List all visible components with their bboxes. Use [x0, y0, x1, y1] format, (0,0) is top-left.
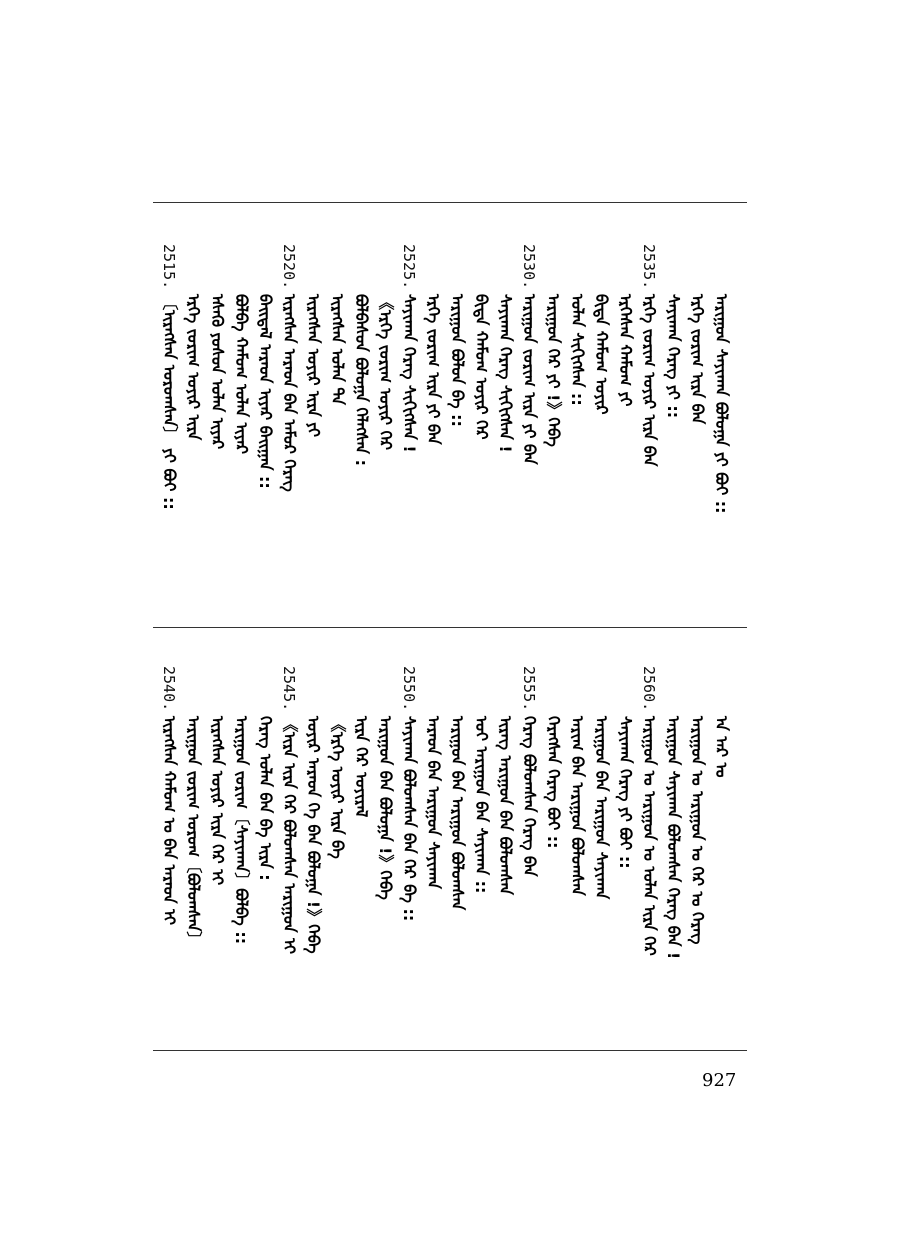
verse-line — [302, 244, 324, 619]
middle-rule — [153, 627, 747, 628]
line-text: 〔ᠢᠷᠡᠭᠰᠡᠨ ᠤᠷᠤᠭᠰᠠᠨ〕 ᠶᠢ ᠪᠤᠢ :: — [160, 294, 179, 510]
line-text: 《ᠡᠷᠬᠡ ᠣᠶᠢᠷ ᠢᠷᠡ ᠪᠠ — [328, 716, 347, 859]
verse-line — [638, 244, 660, 619]
line-number: 2520. — [280, 244, 298, 290]
verse-line — [182, 666, 204, 1041]
verse-line — [254, 666, 276, 1041]
verse-line — [398, 244, 420, 619]
verse-line — [230, 666, 252, 1041]
line-number: 2555. — [520, 666, 538, 712]
verse-line — [638, 666, 660, 1041]
line-text: ᠠᠷᠠᠳ ᠪᠠᠨ ᠠᠷᠢᠭᠤᠨ ᠰᠠᠶᠢᠬᠠᠨ — [424, 716, 443, 889]
verse-line — [686, 244, 708, 619]
line-text: ᠡᠷᠬᠡ ᠵᠣᠷᠢᠭ ᠢᠷᠡ ᠪᠠᠨ — [688, 294, 707, 425]
verse-line — [566, 244, 588, 619]
line-text: ᠪᠣᠯᠪᠠᠰᠤᠨ ᠪᠣᠯᠤᠭᠠ ᠬᠡᠯᠡᠭᠰᠡᠨ : — [352, 294, 371, 466]
verse-line — [278, 666, 300, 1041]
line-text: ᠠᠷᠢᠭᠤᠨ ᠪᠠᠨ ᠪᠣᠯᠤᠭᠠ !》ᠭᠡᠪᠡ — [376, 716, 395, 900]
verse-line — [422, 666, 444, 1041]
verse-line — [710, 244, 732, 619]
verse-line — [254, 244, 276, 619]
line-text: ᠢᠷᠡᠭᠰᠡᠨ ᠬᠠᠮᠤᠭ ᠤ ᠪᠠᠨ ᠠᠷᠠᠳ ᠢ — [160, 716, 179, 925]
line-text: ᠠᠷᠢᠭᠤᠨ ᠵᠣᠷᠢᠭ ᠢᠷᠡ ᠶᠢ ᠪᠠᠨ — [520, 294, 539, 465]
line-text: ᠠᠷᠢᠭᠤᠨ ᠬᠡᠷ ᠶᠢ !》ᠭᠡᠪᠡ — [544, 294, 563, 447]
line-text: ᠣᠯᠠᠨ ᠰᠢᠬᠢᠭᠰᠡᠨ :: — [568, 294, 587, 406]
line-text: ᠠᠷᠢᠭ ᠪᠠᠨ ᠠᠷᠢᠭᠤᠨ ᠪᠣᠯᠤᠭᠰᠠᠨ — [568, 716, 587, 896]
verse-line — [470, 244, 492, 619]
verse-line — [518, 666, 540, 1041]
verse-line — [470, 666, 492, 1041]
verse-line — [230, 244, 252, 619]
lower-text-block — [150, 666, 750, 1041]
top-rule — [153, 202, 747, 203]
line-text: ᠠᠷᠢᠭᠤᠨ ᠤ ᠠᠷᠢᠭᠤᠨ ᠤ ᠣᠯᠠᠨ ᠢᠷᠡ ᠬᠡᠷ — [640, 716, 659, 956]
line-text: ᠰᠠᠶᠢᠬᠠᠨ ᠬᠡᠷᠡᠭ ᠶᠢ :: — [664, 294, 683, 419]
verse-line — [518, 244, 540, 619]
line-text: ᠣᠶ ᠠᠷᠢᠭᠤᠨ ᠪᠠᠨ ᠰᠠᠶᠢᠬᠠᠨ :: — [472, 716, 491, 894]
verse-line — [182, 244, 204, 619]
line-text: ᠠᠷᠢᠭᠤᠨ ᠰᠠᠶᠢᠬᠠᠨ ᠪᠣᠯᠤᠭᠰᠠᠨ ᠬᠡᠷᠡᠭ ᠪᠠᠨ ! — [664, 716, 683, 960]
line-text: ᠠᠷᠢᠭᠤᠨ ᠵᠣᠷᠢᠭ ᠤᠷᠤᠭ〔ᠪᠣᠯᠤᠭᠰᠠᠨ〕 — [184, 716, 203, 948]
line-number: 2550. — [400, 666, 418, 712]
verse-line — [398, 666, 420, 1041]
verse-line — [542, 244, 564, 619]
line-text: ᠪᠢᠳᠡ ᠬᠠᠮᠤᠭ ᠣᠶᠢᠷ — [592, 294, 611, 415]
verse-line — [662, 244, 684, 619]
verse-line — [590, 244, 612, 619]
line-number: 2525. — [400, 244, 418, 290]
line-text: ᠰᠠᠶᠢᠬᠠᠨ ᠬᠡᠷᠡᠭ ᠶᠢ ᠪᠤᠢ :: — [616, 716, 635, 869]
line-text: ᠢᠷᠡ ᠬᠡᠷ ᠣᠶᠢᠷᠠᠯ — [352, 716, 371, 818]
verse-line — [302, 666, 324, 1041]
line-text: ᠰᠠᠶᠢᠬᠠᠨ ᠬᠡᠷᠡᠭ ᠰᠢᠬᠢᠭᠰᠡᠨ ! — [400, 294, 419, 453]
line-text: ᠡᠷᠬᠡ ᠵᠣᠷᠢᠭ ᠣᠶᠢᠷ ᠢᠷᠡ ᠪᠠᠨ — [640, 294, 659, 467]
verse-line — [422, 244, 444, 619]
upper-text-block — [150, 244, 750, 619]
line-text: ᠪᠢᠳᠡ ᠬᠠᠮᠤᠭ ᠣᠶᠢᠷ ᠬᠡᠷ — [472, 294, 491, 440]
verse-line — [446, 666, 468, 1041]
verse-line — [158, 666, 180, 1041]
line-text: ᠰᠠᠶᠢᠬᠠᠨ ᠬᠡᠷᠡᠭ ᠰᠢᠬᠢᠭᠰᠡᠨ ! — [496, 294, 515, 453]
line-text: ᠠᠷᠢᠭᠤᠨ ᠵᠣᠷᠢᠭ〔ᠰᠠᠶᠢᠬᠠᠨ〕ᠪᠣᠯᠪᠠ :: — [232, 716, 251, 945]
line-number: 2540. — [160, 666, 178, 712]
verse-line — [374, 666, 396, 1041]
line-text: 《ᠢᠷᠡ ᠢᠷᠡ ᠬᠡᠷ ᠪᠣᠯᠤᠭᠰᠠᠨ ᠠᠷᠢᠭᠤᠨ ᠢ — [280, 716, 299, 955]
verse-line — [710, 666, 732, 1041]
line-text: ᠢᠷᠡᠭ ᠠᠷᠢᠭᠤᠨ ᠪᠠᠨ ᠪᠣᠯᠤᠭᠰᠠᠨ — [496, 716, 515, 895]
verse-line — [494, 244, 516, 619]
line-text: ᠡᠰᠡᠬᠦ ᠶᠣᠰᠤᠨ ᠣᠯᠠᠨ ᠢᠶᠠᠷ — [208, 294, 227, 450]
line-text: ᠬᠡᠷᠡᠭᠰᠡᠨ ᠬᠡᠷᠡᠭ ᠪᠤᠢ :: — [544, 716, 563, 849]
verse-line — [614, 666, 636, 1041]
line-number: 2530. — [520, 244, 538, 290]
line-number: 2515. — [160, 244, 178, 290]
verse-line — [566, 666, 588, 1041]
verse-line — [326, 666, 348, 1041]
verse-line — [494, 666, 516, 1041]
line-text: ᠢᠷᠡᠭᠰᠡᠨ ᠣᠶᠢᠷ ᠢᠷᠡ ᠶᠢ — [304, 294, 323, 437]
verse-line — [278, 244, 300, 619]
line-text: ᠢᠷᠡᠭᠰᠡᠨ ᠣᠯᠠᠨ ᠲᠠ — [328, 294, 347, 405]
line-text: ᠢᠷᠡᠭᠰᠡᠨ ᠠᠷᠠᠳ ᠪᠠᠨ ᠠᠮᠤᠷ ᠬᠡᠷᠡᠭ — [280, 294, 299, 492]
line-text: ᠠᠷᠢᠭᠤᠨ ᠤ ᠠᠷᠢᠭᠤᠨ ᠤ ᠬᠡᠷ ᠤ ᠬᠡᠷᠡᠭ — [688, 716, 707, 945]
line-number: 2535. — [640, 244, 658, 290]
bottom-rule — [153, 1050, 747, 1051]
line-number: 2545. — [280, 666, 298, 712]
verse-line — [326, 244, 348, 619]
line-text: ᠬᠡᠷᠡᠭ ᠣᠯᠠᠨ ᠪᠠᠨ ᠪᠠ ᠢᠷᠡ : — [256, 716, 275, 881]
verse-line — [206, 666, 228, 1041]
line-text: ᠠᠷᠢᠭᠤᠨ ᠰᠠᠶᠢᠬᠠᠨ ᠪᠣᠯᠤᠭᠠ ᠶᠢ ᠪᠤᠢ :: — [712, 294, 731, 514]
verse-line — [206, 244, 228, 619]
verse-line — [158, 244, 180, 619]
line-text: ᠢᠷᠡᠭᠰᠡᠨ ᠣᠶᠢᠷ ᠢᠷᠡ ᠬᠡᠷ ᠢ — [208, 716, 227, 886]
verse-line — [446, 244, 468, 619]
line-number: 2560. — [640, 666, 658, 712]
line-text: ᠠ ᠠᠷ ᠤ — [712, 716, 731, 778]
line-text: ᠠᠷᠢᠭᠤᠨ ᠪᠠᠨ ᠠᠷᠢᠭᠤᠨ ᠪᠣᠯᠤᠭᠰᠠᠨ — [448, 716, 467, 911]
verse-line — [590, 666, 612, 1041]
line-text: ᠣᠶᠢᠷ ᠠᠷᠠᠳ ᠬᠡ ᠪᠠᠨ ᠪᠣᠯᠤᠭᠠ !》ᠭᠡᠪᠡ — [304, 716, 323, 954]
verse-line — [374, 244, 396, 619]
verse-line — [686, 666, 708, 1041]
line-text: ᠰᠠᠶᠢᠬᠠᠨ ᠪᠣᠯᠤᠭᠰᠠᠨ ᠪᠠᠨ ᠬᠡᠷ ᠪᠠ :: — [400, 716, 419, 922]
verse-line — [350, 244, 372, 619]
line-text: ᠡᠷᠬᠡᠰᠡᠨ ᠬᠠᠮᠤᠭ ᠶᠢ — [616, 294, 635, 407]
line-text: ᠪᠠᠢᠳᠠᠯ ᠠᠷᠠᠳ ᠢᠶᠠᠷ ᠪᠠᠢᠭᠠᠨ :: — [256, 294, 275, 489]
line-text: ᠡᠷᠬᠡ ᠵᠣᠷᠢᠭ ᠣᠶᠢᠷ ᠢᠷᠡ — [184, 294, 203, 441]
verse-line — [542, 666, 564, 1041]
line-text: ᠪᠣᠯᠪᠠ ᠬᠠᠮᠤᠭ ᠣᠯᠠᠨ ᠢᠶᠠᠷ — [232, 294, 251, 454]
line-text: ᠡᠷᠬᠡ ᠵᠣᠷᠢᠭ ᠢᠷᠡ ᠶᠢ ᠪᠠᠨ — [424, 294, 443, 445]
line-text: ᠬᠡᠷᠡᠭ ᠪᠣᠯᠤᠭᠰᠠᠨ ᠬᠡᠷᠡᠭ ᠪᠠᠨ — [520, 716, 539, 877]
line-text: ᠠᠷᠢᠭᠤᠨ ᠪᠠᠨ ᠠᠷᠢᠭᠤᠨ ᠰᠠᠶᠢᠬᠠᠨ — [592, 716, 611, 900]
verse-line — [662, 666, 684, 1041]
line-text: ᠠᠷᠢᠭᠤᠨ ᠪᠣᠯᠤᠨ ᠪᠠ :: — [448, 294, 467, 427]
verse-line — [350, 666, 372, 1041]
line-text: 《ᠡᠷᠬᠡ ᠵᠣᠷᠢᠭ ᠣᠶᠢᠷ ᠬᠡᠷ — [376, 294, 395, 451]
page-number: 927 — [702, 1070, 737, 1091]
verse-line — [614, 244, 636, 619]
